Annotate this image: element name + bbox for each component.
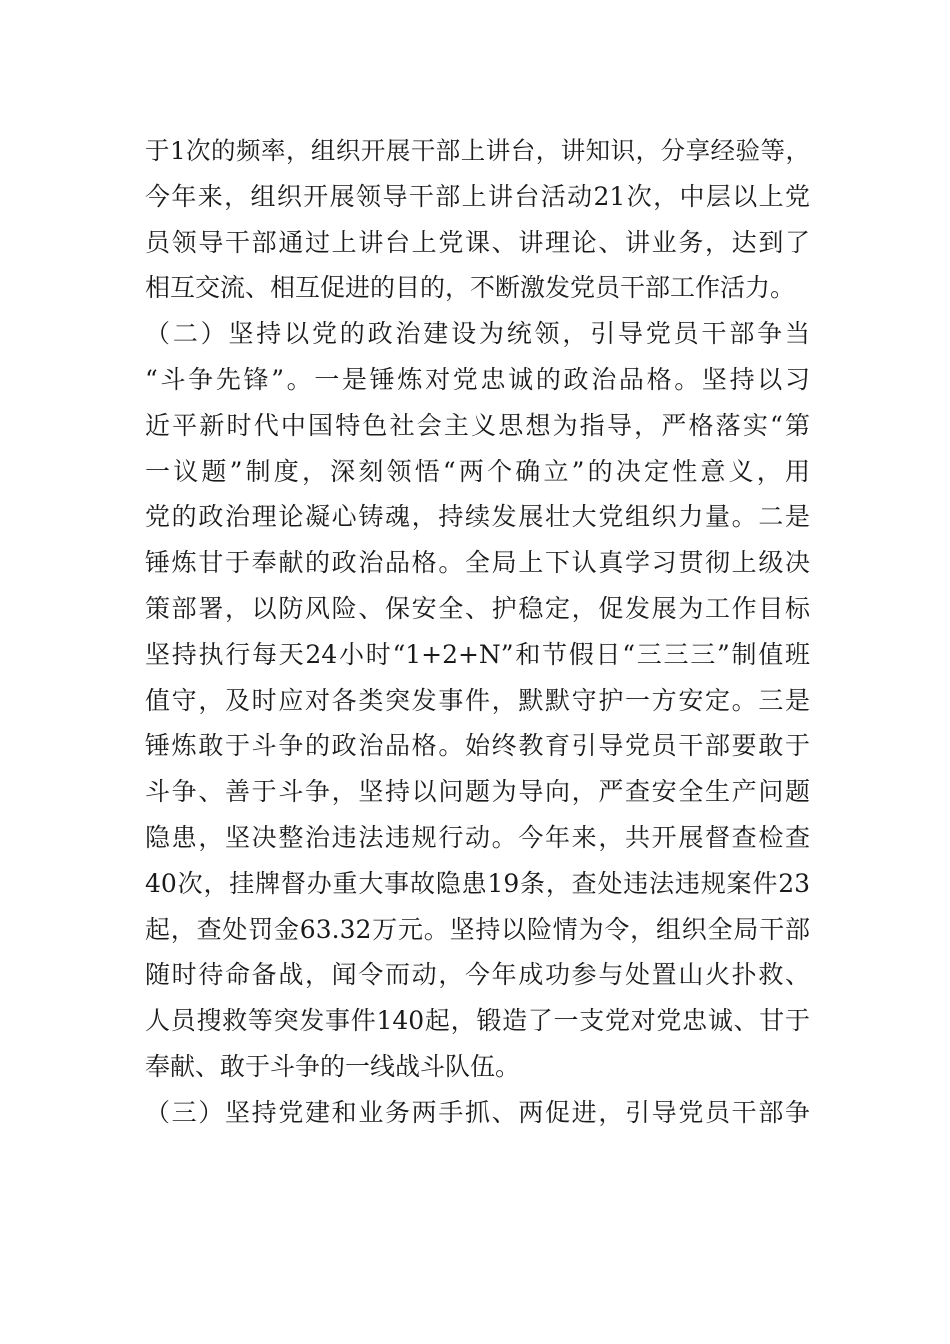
text-line: 相互交流、相互促进的目的，不断激发党员干部工作活力。: [145, 273, 796, 303]
text-line: （二）坚持以党的政治建设为统领，引导党员干部争当: [145, 319, 810, 349]
text-line: 奉献、敢于斗争的一线战斗队伍。: [145, 1051, 521, 1081]
text-line: 坚持执行每天24小时“1+2+N”和节假日“三三三”制值班: [145, 639, 810, 669]
text-line: 值守，及时应对各类突发事件，默默守护一方安定。三是: [145, 685, 810, 715]
text-line: “斗争先锋”。一是锤炼对党忠诚的政治品格。坚持以习: [145, 364, 810, 394]
text-line: 40次，挂牌督办重大事故隐患19条，查处违法违规案件23: [145, 868, 810, 898]
text-line: 策部署，以防风险、保安全、护稳定，促发展为工作目标: [145, 593, 810, 623]
text-line: 今年来，组织开展领导干部上讲台活动21次，中层以上党: [145, 181, 810, 211]
text-line: 近平新时代中国特色社会主义思想为指导，严格落实“第: [145, 410, 810, 440]
text-line: 人员搜救等突发事件140起，锻造了一支党对党忠诚、甘于: [145, 1006, 810, 1036]
text-line: 隐患，坚决整治违法违规行动。今年来，共开展督查检查: [145, 822, 810, 852]
text-line: 锤炼甘于奉献的政治品格。全局上下认真学习贯彻上级决: [145, 548, 810, 578]
text-line: 斗争、善于斗争，坚持以问题为导向，严查安全生产问题: [145, 777, 810, 807]
text-line: 于1次的频率，组织开展干部上讲台，讲知识，分享经验等，: [145, 136, 810, 165]
text-line: 锤炼敢于斗争的政治品格。始终教育引导党员干部要敢于: [145, 731, 810, 761]
body-text: [145, 128, 810, 1136]
text-line: 随时待命备战，闻令而动，今年成功参与处置山火扑救、: [145, 960, 810, 990]
text-line: 员领导干部通过上讲台上党课、讲理论、讲业务，达到了: [145, 227, 810, 257]
text-line: 起，查处罚金63.32万元。坚持以险情为令，组织全局干部: [145, 914, 810, 944]
text-line: （三）坚持党建和业务两手抓、两促进，引导党员干部争: [145, 1097, 810, 1127]
text-line: 党的政治理论凝心铸魂，持续发展壮大党组织力量。二是: [145, 502, 810, 532]
text-line: 一议题”制度，深刻领悟“两个确立”的决定性意义，用: [145, 456, 810, 486]
